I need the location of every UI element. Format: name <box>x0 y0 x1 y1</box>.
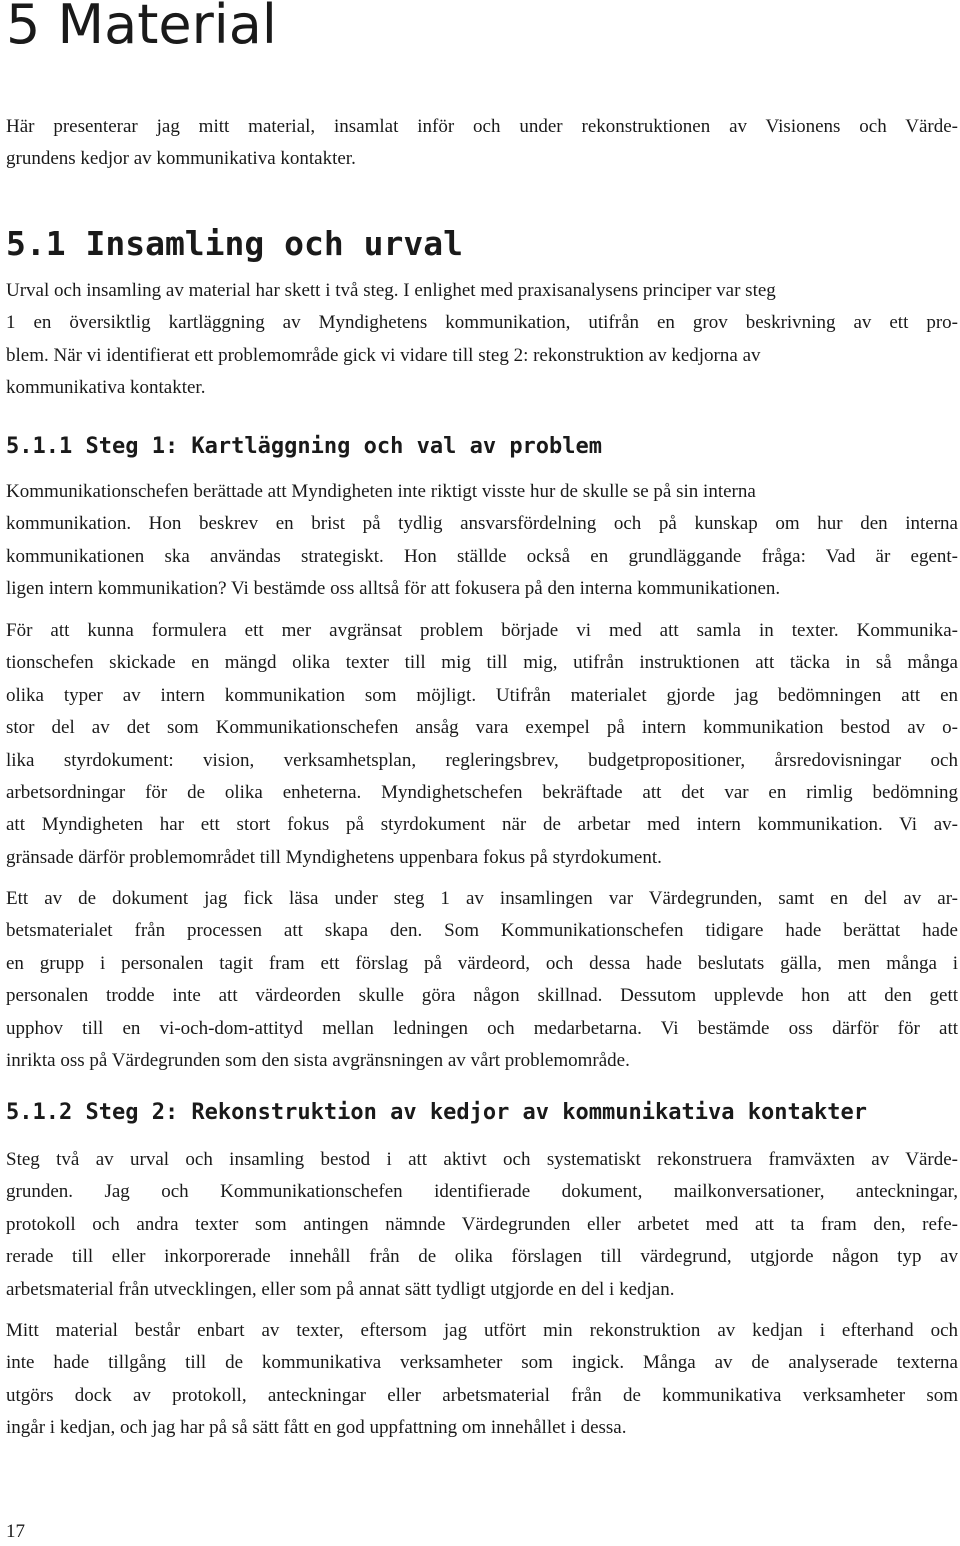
text-line: Kommunikationschefen berättade att Myndigheten inte riktigt visste hur de skulle se på sin interna <box>6 481 756 502</box>
text-line: arbetsordningar för de olika enheterna. Myndighetschefen bekräftade att det var en rimlig bedömning <box>6 782 958 804</box>
text-line: Urval och insamling av material har skett i två steg. I enlighet med praxisanalysens principer var steg <box>6 280 776 301</box>
text-line: Steg två av urval och insamling bestod i att aktivt och systematiskt rekonstruera framväxten av Värde- <box>6 1149 958 1170</box>
text-line: inrikta oss på Värdegrunden som den sista avgränsningen av vårt problemområde. <box>6 1050 630 1072</box>
text-line: 1 en översiktlig kartläggning av Myndighetens kommunikation, utifrån en grov beskrivning av ett pro- <box>6 312 958 334</box>
text-line: olika typer av intern kommunikation som möjligt. Utifrån materialet gjorde jag bedömningen att en <box>6 684 958 706</box>
text-line: För att kunna formulera ett mer avgränsat problem började vi med att samla in texter. Kommunika- <box>6 620 958 641</box>
section-5-1-2-paragraph-1 <box>6 1144 958 1306</box>
text-line: Mitt material består enbart av texter, eftersom jag utfört min rekonstruktion av kedjan i efterhand och <box>6 1320 958 1341</box>
text-line: kommunikation. Hon beskrev en brist på tydlig ansvarsfördelning och på kunskap om hur den interna <box>6 513 958 535</box>
section-5-1-1-paragraph-2 <box>6 615 958 874</box>
text-line: lika styrdokument: vision, verksamhetsplan, regleringsbrev, budgetpropositioner, årsredovisningar och <box>6 749 958 771</box>
text-line: protokoll och andra texter som antingen nämnde Värdegrunden eller arbetet med att ta fram den, refe- <box>6 1213 958 1235</box>
section-5-1-1-heading: 5.1.1 Steg 1: Kartläggning och val av problem <box>6 434 603 459</box>
section-5-1-paragraph <box>6 275 958 405</box>
text-line: arbetsmaterial från utvecklingen, eller som på annat sätt tydligt utgjorde en del i kedjan. <box>6 1278 675 1300</box>
text-line: grundens kedjor av kommunikativa kontakter. <box>6 148 356 170</box>
text-line: kommunikativa kontakter. <box>6 377 206 399</box>
section-5-1-1-paragraph-1 <box>6 476 958 606</box>
text-line: stor del av det som Kommunikationschefen ansåg vara exempel på intern kommunikation bestod av o- <box>6 717 958 739</box>
text-line: personalen trodde inte att värdeorden skulle göra någon skillnad. Dessutom upplevde hon att den gett <box>6 985 958 1007</box>
text-line: grunden. Jag och Kommunikationschefen identifierade dokument, mailkonversationer, anteckningar, <box>6 1181 958 1203</box>
text-line: gränsade därför problemområdet till Myndighetens uppenbara fokus på styrdokument. <box>6 846 662 868</box>
text-line: utgörs dock av protokoll, anteckningar eller arbetsmaterial från de kommunikativa verksamheter som <box>6 1384 958 1406</box>
text-line: inte hade tillgång till de kommunikativa verksamheter som ingick. Många av de analyserade texterna <box>6 1352 958 1374</box>
section-5-1-2-heading: 5.1.2 Steg 2: Rekonstruktion av kedjor av kommunikativa kontakter <box>6 1100 867 1125</box>
text-line: att Myndigheten har ett stort fokus på styrdokument när de arbetar med intern kommunikation. Vi av- <box>6 814 958 836</box>
page-number: 17 <box>6 1521 25 1542</box>
text-line: Här presenterar jag mitt material, insamlat inför och under rekonstruktionen av Visionens och Värde- <box>6 116 958 137</box>
section-5-1-heading: 5.1 Insamling och urval <box>6 224 463 263</box>
text-line: Ett av de dokument jag fick läsa under steg 1 av insamlingen var Värdegrunden, samt en del av ar- <box>6 888 958 909</box>
section-5-1-2-paragraph-2 <box>6 1315 958 1445</box>
text-line: rerade till eller inkorporerade innehåll från de olika förslagen till värdegrund, utgjorde någon typ av <box>6 1246 958 1268</box>
chapter-title: 5 Material <box>6 0 277 56</box>
text-line: upphov till en vi-och-dom-attityd mellan ledningen och medarbetarna. Vi bestämde oss därför för att <box>6 1017 958 1039</box>
text-line: tionschefen skickade en mängd olika texter till mig till mig, utifrån instruktionen att täcka in så många <box>6 652 958 674</box>
text-line: ligen intern kommunikation? Vi bestämde oss alltså för att fokusera på den interna kommunikationen. <box>6 578 781 600</box>
chapter-intro <box>6 111 958 176</box>
text-line: en grupp i personalen tagit fram ett förslag på värdeord, och dessa hade beslutats gälla, men många i <box>6 952 958 974</box>
text-line: ingår i kedjan, och jag har på så sätt fått en god uppfattning om innehållet i dessa. <box>6 1417 627 1439</box>
text-line: kommunikationen ska användas strategiskt. Hon ställde också en grundläggande fråga: Vad är egent- <box>6 545 958 567</box>
text-line: blem. När vi identifierat ett problemområde gick vi vidare till steg 2: rekonstruktion av kedjorna av <box>6 344 761 366</box>
text-line: betsmaterialet från processen att skapa den. Som Kommunikationschefen tidigare hade berättat hade <box>6 920 958 942</box>
section-5-1-1-paragraph-3 <box>6 883 958 1077</box>
